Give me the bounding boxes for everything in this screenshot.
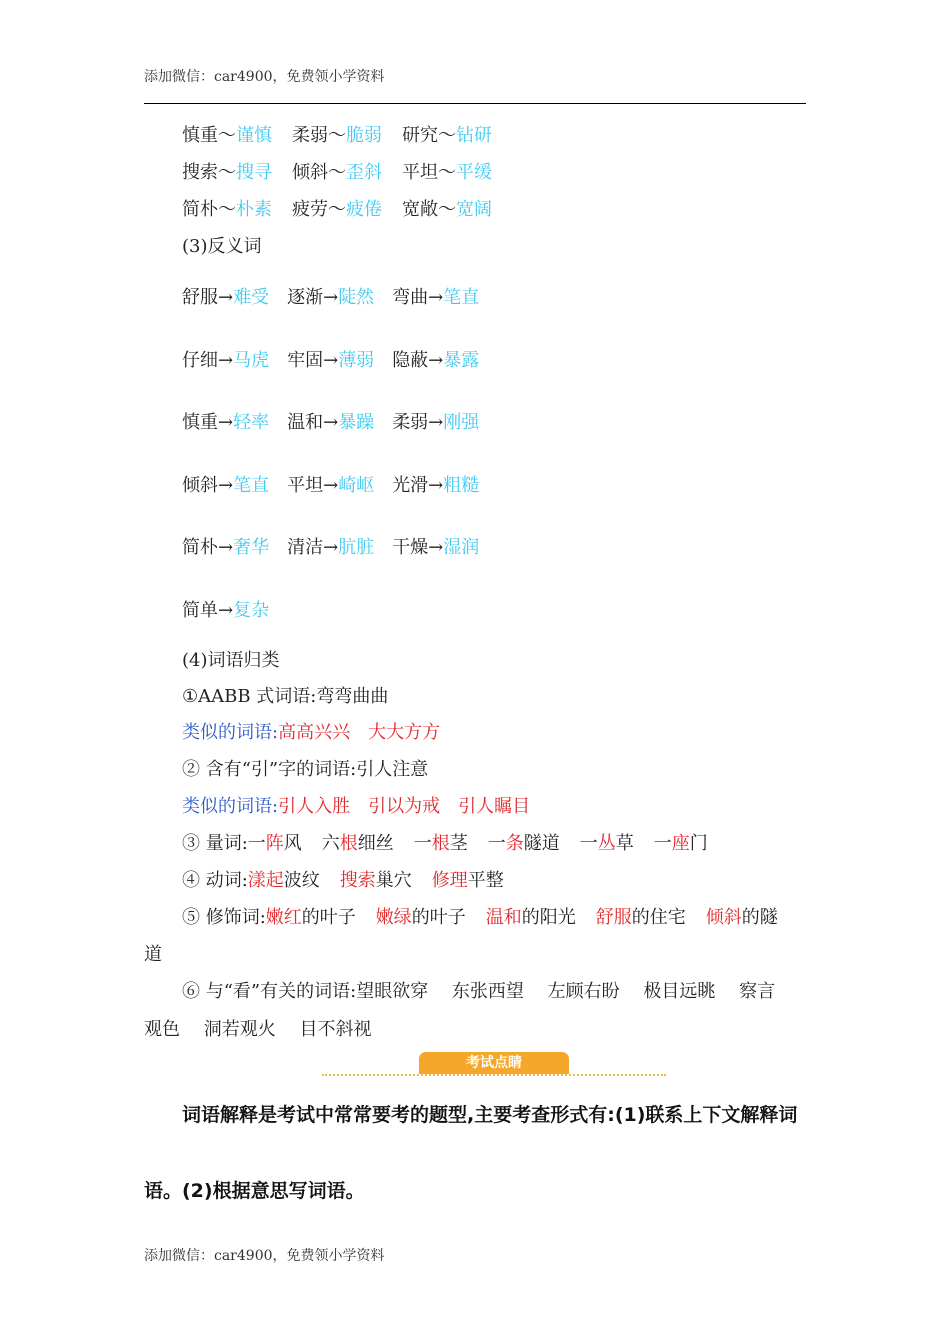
- phrase: [706, 906, 778, 930]
- word-pair: [182, 474, 269, 498]
- phrase: [248, 832, 302, 856]
- word-pair: [287, 474, 374, 498]
- answer: 脆弱: [346, 125, 382, 146]
- answer: 谨慎: [236, 125, 272, 146]
- word-pair: [182, 349, 269, 373]
- answer: 崎岖: [338, 475, 375, 496]
- word-pair: [287, 536, 374, 560]
- phrase-post: 茎: [449, 833, 468, 854]
- word-pair: [402, 198, 492, 222]
- phrase: [322, 832, 394, 856]
- word-pair: [287, 411, 374, 435]
- word-pair: [182, 124, 272, 148]
- answer: 搜寻: [236, 162, 272, 183]
- look-words-line-cont: 观色 洞若观火 目不斜视: [144, 1019, 372, 1040]
- word-pair: [182, 411, 269, 435]
- word: 宽敞～: [402, 199, 456, 220]
- word: 清洁→: [287, 537, 339, 558]
- summary-line: 词语解释是考试中常常要考的题型,主要考查形式有:(1)联系上下文解释词: [182, 1104, 798, 1126]
- word-pair: [182, 286, 269, 310]
- modifiers-line: [182, 906, 778, 930]
- phrase-post: 巢穴: [375, 870, 412, 891]
- word: 疲劳～: [292, 199, 346, 220]
- banner-dotted-line: [322, 1074, 666, 1076]
- aabb-line: ①AABB 式词语:弯弯曲曲: [182, 686, 389, 707]
- answer: 奢华: [233, 537, 270, 558]
- phrase-answer: 嫩红: [265, 907, 302, 928]
- word-pair: [402, 124, 492, 148]
- answer: 笔直: [233, 475, 270, 496]
- banner-title: 考试点睛: [419, 1052, 569, 1074]
- phrase-post: 的隧: [741, 907, 778, 928]
- answer: 刚强: [443, 412, 480, 433]
- phrase: [376, 906, 466, 930]
- word: 逐渐→: [287, 287, 339, 308]
- word: 牢固→: [287, 350, 339, 371]
- yin-line: ② 含有“引”字的词语:引人注意: [182, 759, 429, 780]
- page-footer-text: 添加微信：car4900，免费领小学资料: [144, 1248, 385, 1264]
- word-pair: [402, 161, 492, 185]
- phrase: [580, 832, 634, 856]
- word-pair: [392, 536, 479, 560]
- word: 倾斜～: [292, 162, 346, 183]
- phrase-answer: 根: [339, 833, 358, 854]
- antonym-row: [182, 411, 479, 435]
- antonyms-heading: (3)反义词: [182, 236, 262, 257]
- word: 简朴→: [182, 537, 234, 558]
- word-pair: [182, 198, 272, 222]
- phrase-pre: 一: [247, 833, 266, 854]
- antonym-row: [182, 599, 269, 623]
- word: 弯曲→: [392, 287, 444, 308]
- word: 平坦→: [287, 475, 339, 496]
- modifiers-line-cont: 道: [144, 944, 162, 965]
- answer: 湿润: [443, 537, 480, 558]
- answer: 暴露: [443, 350, 480, 371]
- phrase: [596, 906, 686, 930]
- phrase-answer: 漾起: [247, 870, 284, 891]
- phrase-answer: 座: [671, 833, 690, 854]
- word: 平坦～: [402, 162, 456, 183]
- phrase-answer: 丛: [597, 833, 616, 854]
- phrase-answer: 阵: [265, 833, 284, 854]
- phrase-post: 隧道: [523, 833, 560, 854]
- answer: 朴素: [236, 199, 272, 220]
- phrase-post: 波纹: [283, 870, 320, 891]
- similar-word: 大大方方: [368, 722, 441, 743]
- word: 温和→: [287, 412, 339, 433]
- phrase-post: 的阳光: [521, 907, 576, 928]
- word: 光滑→: [392, 475, 444, 496]
- word-pair: [292, 161, 382, 185]
- phrase-post: 的叶子: [301, 907, 356, 928]
- word-pair: [182, 536, 269, 560]
- phrase-post: 草: [615, 833, 634, 854]
- word: 慎重～: [182, 125, 236, 146]
- answer: 肮脏: [338, 537, 375, 558]
- answer: 难受: [233, 287, 270, 308]
- phrase-post: 细丝: [357, 833, 394, 854]
- synonym-row: [182, 198, 492, 222]
- answer: 陡然: [338, 287, 375, 308]
- phrase: [414, 832, 468, 856]
- phrase: [266, 906, 356, 930]
- word-pair: [392, 474, 479, 498]
- similar-word: 引人瞩目: [458, 796, 531, 817]
- phrase: [488, 832, 560, 856]
- synonym-row: [182, 124, 492, 148]
- phrase-answer: 根: [431, 833, 450, 854]
- phrase-answer: 嫩绿: [375, 907, 412, 928]
- word: 搜索～: [182, 162, 236, 183]
- answer: 薄弱: [338, 350, 375, 371]
- word: 柔弱→: [392, 412, 444, 433]
- phrase-post: 平整: [467, 870, 504, 891]
- answer: 暴躁: [338, 412, 375, 433]
- answer: 轻率: [233, 412, 270, 433]
- word: 慎重→: [182, 412, 234, 433]
- word: 简朴～: [182, 199, 236, 220]
- answer: 复杂: [233, 600, 270, 621]
- phrase-answer: 舒服: [595, 907, 632, 928]
- phrase-answer: 倾斜: [705, 907, 742, 928]
- phrase-pre: 一: [487, 833, 506, 854]
- phrase-answer: 修理: [431, 870, 468, 891]
- word-pair: [287, 349, 374, 373]
- phrase: [654, 832, 708, 856]
- antonym-row: [182, 286, 479, 310]
- answer: 平缓: [456, 162, 492, 183]
- word: 研究～: [402, 125, 456, 146]
- phrase-pre: 一: [413, 833, 432, 854]
- word: 柔弱～: [292, 125, 346, 146]
- answer: 宽阔: [456, 199, 492, 220]
- word-pair: [287, 286, 374, 310]
- header-divider: [144, 103, 806, 104]
- category-label: ④ 动词:: [182, 870, 248, 891]
- word: 隐蔽→: [392, 350, 444, 371]
- similar-label: 类似的词语:: [182, 796, 279, 817]
- phrase: [486, 906, 576, 930]
- word: 倾斜→: [182, 475, 234, 496]
- page-header-text: 添加微信：car4900，免费领小学资料: [144, 69, 385, 85]
- answer: 疲倦: [346, 199, 382, 220]
- yin-similar-line: [182, 795, 530, 819]
- word-pair: [292, 198, 382, 222]
- look-words-line: ⑥ 与“看”有关的词语:望眼欲穿 东张西望 左顾右盼 极目远眺 察言: [182, 981, 776, 1002]
- verbs-line: [182, 869, 504, 893]
- phrase-answer: 温和: [485, 907, 522, 928]
- word: 舒服→: [182, 287, 234, 308]
- classify-heading: (4)词语归类: [182, 650, 280, 671]
- phrase-pre: 一: [579, 833, 598, 854]
- antonym-row: [182, 349, 479, 373]
- word-pair: [392, 411, 479, 435]
- similar-label: 类似的词语:: [182, 722, 279, 743]
- similar-word: 引人入胜: [278, 796, 351, 817]
- word-pair: [292, 124, 382, 148]
- phrase-post: 门: [689, 833, 708, 854]
- word: 干燥→: [392, 537, 444, 558]
- phrase-pre: 一: [653, 833, 672, 854]
- summary-line-cont: 语。(2)根据意思写词语。: [144, 1180, 365, 1202]
- phrase-answer: 搜索: [339, 870, 376, 891]
- answer: 粗糙: [443, 475, 480, 496]
- measure-words-line: [182, 832, 708, 856]
- answer: 马虎: [233, 350, 270, 371]
- aabb-similar-line: [182, 721, 440, 745]
- phrase: [248, 869, 320, 893]
- synonym-row: [182, 161, 492, 185]
- word: 简单→: [182, 600, 234, 621]
- similar-word: 高高兴兴: [278, 722, 351, 743]
- antonym-row: [182, 474, 479, 498]
- category-label: ⑤ 修饰词:: [182, 907, 266, 928]
- phrase-answer: 条: [505, 833, 524, 854]
- answer: 笔直: [443, 287, 480, 308]
- phrase-pre: 六: [321, 833, 340, 854]
- antonym-row: [182, 536, 479, 560]
- exam-tips-banner: [322, 1052, 666, 1078]
- category-label: ③ 量词:: [182, 833, 248, 854]
- phrase-post: 的住宅: [631, 907, 686, 928]
- phrase: [432, 869, 504, 893]
- phrase-post: 的叶子: [411, 907, 466, 928]
- word-pair: [392, 286, 479, 310]
- phrase: [340, 869, 412, 893]
- word: 仔细→: [182, 350, 234, 371]
- word-pair: [182, 161, 272, 185]
- answer: 钻研: [456, 125, 492, 146]
- word-pair: [392, 349, 479, 373]
- similar-word: 引以为戒: [368, 796, 441, 817]
- answer: 歪斜: [346, 162, 382, 183]
- phrase-post: 风: [283, 833, 302, 854]
- word-pair: [182, 599, 269, 623]
